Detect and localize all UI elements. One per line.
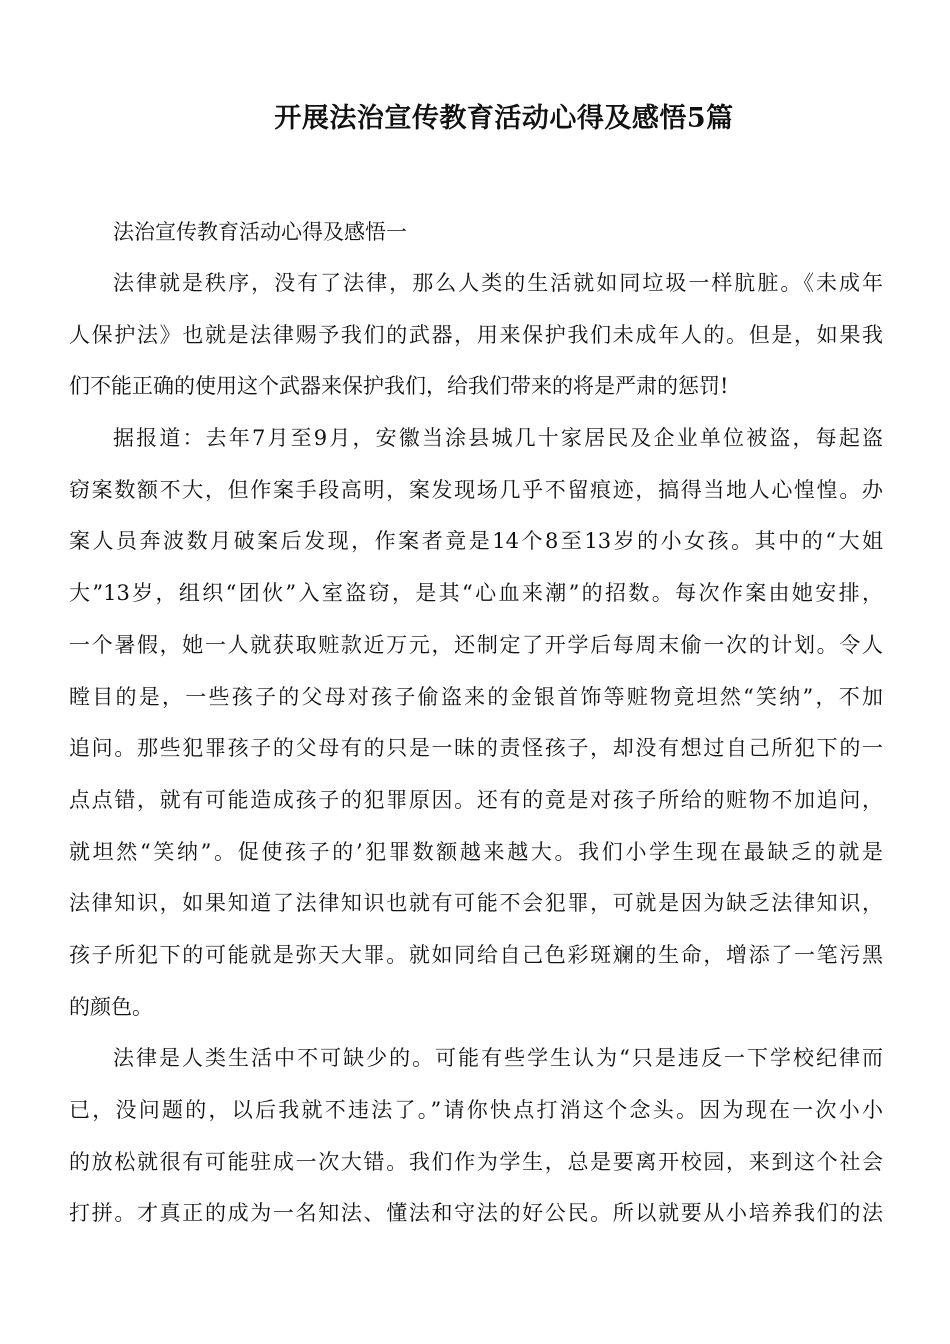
paragraph-line: 据报道：去年7月至9月，安徽当涂县城几十家居民及企业单位被盗，每起盗 (113, 426, 883, 451)
paragraph-line: 就坦然“笑纳”。促使孩子的’犯罪数额越来越大。我们小学生现在最缺乏的就是 (69, 839, 883, 864)
section-heading: 法治宣传教育活动心得及感悟一 (113, 220, 407, 244)
paragraph-line: 已，没问题的，以后我就不违法了。”请你快点打消这个念头。因为现在一次小小 (69, 1098, 883, 1122)
paragraph-line: 瞠目的是，一些孩子的父母对孩子偷盗来的金银首饰等赃物竟坦然“笑纳”，不加 (69, 684, 883, 709)
paragraph-line: 一个暑假，她一人就获取赃款近万元，还制定了开学后每周末偷一次的计划。令人 (69, 632, 883, 657)
paragraph-1 (69, 258, 883, 413)
document-body (69, 206, 883, 1240)
paragraph-line: 窃案数额不大，但作案手段高明，案发现场几乎不留痕迹，搞得当地人心惶惶。办 (69, 477, 883, 502)
paragraph-line: 法律是人类生活中不可缺少的。可能有些学生认为“只是违反一下学校纪律而 (113, 1046, 883, 1071)
paragraph-line: 追问。那些犯罪孩子的父母有的只是一昧的责怪孩子，却没有想过自己所犯下的一 (69, 736, 883, 761)
paragraph-line: 打拼。才真正的成为一名知法、懂法和守法的好公民。所以就要从小培养我们的法 (69, 1201, 883, 1226)
paragraph-line: 人保护法》也就是法律赐予我们的武器，用来保护我们未成年人的。但是，如果我 (69, 322, 883, 347)
document-title: 开展法治宣传教育活动心得及感悟5篇 (274, 103, 734, 134)
paragraph-line: 法律就是秩序，没有了法律，那么人类的生活就如同垃圾一样肮脏。《未成年 (113, 271, 883, 295)
paragraph-line: 孩子所犯下的可能就是弥天大罪。就如同给自己色彩斑斓的生命，增添了一笔污黑 (69, 942, 883, 967)
paragraph-line: 的颜色。 (69, 994, 153, 1019)
paragraph-line: 大”13岁，组织“团伙”入室盗窃，是其“心血来潮”的招数。每次作案由她安排， (69, 581, 883, 606)
paragraph-2 (69, 413, 883, 1033)
paragraph-line: 点点错，就有可能造成孩子的犯罪原因。还有的竟是对孩子所给的赃物不加追问， (69, 787, 883, 812)
paragraph-line: 法律知识，如果知道了法律知识也就有可能不会犯罪，可就是因为缺乏法律知识， (69, 891, 883, 916)
paragraph-line: 的放松就很有可能驻成一次大错。我们作为学生，总是要离开校园，来到这个社会 (69, 1149, 883, 1174)
paragraph-line: 们不能正确的使用这个武器来保护我们，给我们带来的将是严肃的惩罚! (69, 374, 729, 399)
paragraph-line: 案人员奔波数月破案后发现，作案者竟是14个8至13岁的小女孩。其中的“大姐 (69, 529, 883, 554)
paragraph-3 (69, 1033, 883, 1240)
